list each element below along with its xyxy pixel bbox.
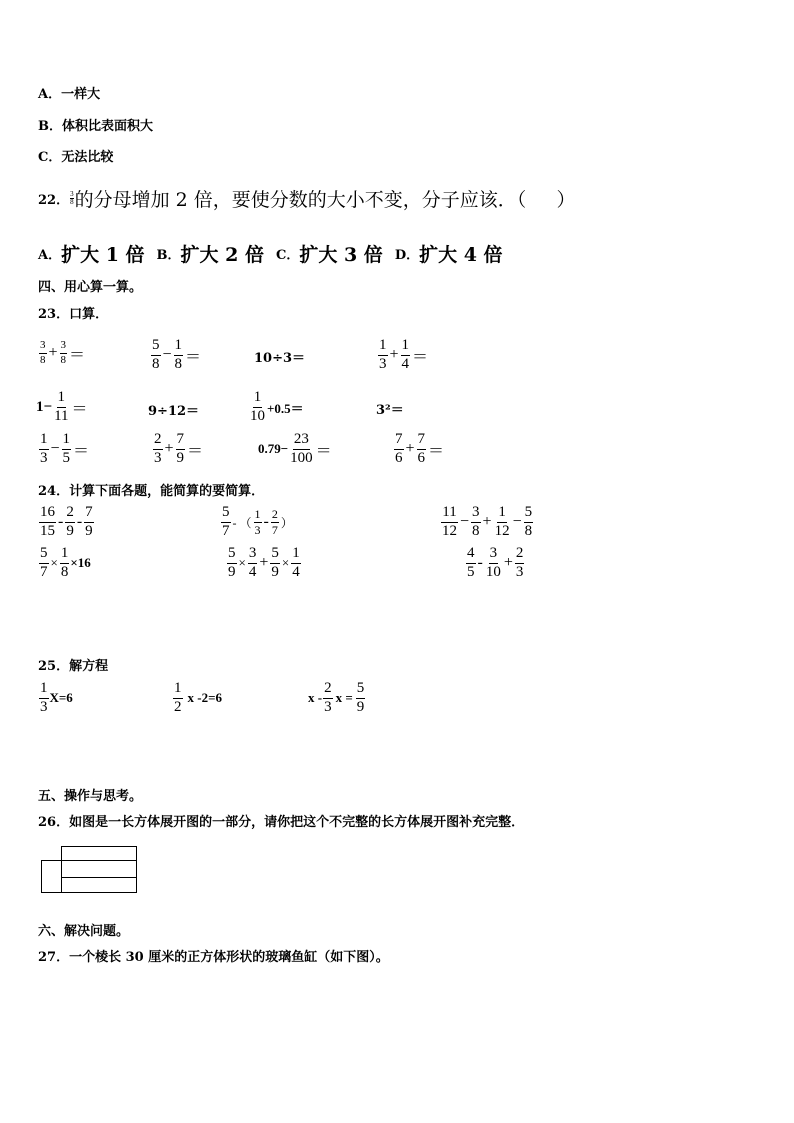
expr: 1− $\frac{1}{11}$ ＝ xyxy=(36,389,88,424)
expr: $\frac{5}{9}$ × $\frac{3}{4}$ + $\frac{5}{9}$ × $\frac{1}{4}$ xyxy=(228,545,300,580)
net-face-main xyxy=(61,846,137,893)
question-22 xyxy=(38,185,575,212)
option-c: C．无法比较 xyxy=(38,150,114,165)
expr: $\frac{16}{15}$ - $\frac{2}{9}$ - $\frac{7}{9}$ xyxy=(40,504,93,539)
net-divider xyxy=(61,877,137,878)
question-27: 27．一个棱长 30 厘米的正方体形状的玻璃鱼缸（如下图）。 xyxy=(38,950,389,965)
question-25-title: 25．解方程 xyxy=(38,659,109,674)
section-heading: 六、解决问题。 xyxy=(38,924,130,939)
expr: $\frac{1}{3}$ − $\frac{1}{5}$ ＝ xyxy=(40,431,90,466)
expr: $\frac{4}{5}$ - $\frac{3}{10}$ + $\frac{2}{3}$ xyxy=(467,545,524,580)
question-23-title: 23．口算． xyxy=(38,307,109,322)
expr: $\frac{1}{10}$ +0.5＝ xyxy=(250,389,304,424)
question-26: 26．如图是一长方体展开图的一部分，请你把这个不完整的长方体展开图补充完整． xyxy=(38,815,525,830)
question-24-title: 24．计算下面各题，能简算的要简算． xyxy=(38,484,265,499)
equation: x - $\frac{2}{3}$ x = $\frac{5}{9}$ xyxy=(308,680,365,715)
equation: $\frac{1}{2}$ x -2=6 xyxy=(174,680,222,715)
expr: $\frac{5}{7}$ - （ $\frac{1}{3}$ - $\frac{2}{7}$ ） xyxy=(222,504,293,539)
question-number: 22． xyxy=(38,193,70,208)
option-letter: D． xyxy=(394,248,420,263)
q22-options xyxy=(38,240,503,267)
section-heading: 五、操作与思考。 xyxy=(38,789,143,804)
equation: $\frac{1}{3}$ X=6 xyxy=(40,680,73,715)
option-letter: B． xyxy=(156,248,181,263)
expr: $\frac{7}{6}$ + $\frac{7}{6}$ ＝ xyxy=(395,431,445,466)
option-text: 扩大 1 倍 xyxy=(61,244,145,266)
question-text: 的分母增加 2 倍，要使分数的大小不变，分子应该．（ ） xyxy=(74,189,576,211)
section-heading: 四、用心算一算。 xyxy=(38,280,143,295)
expr: $\frac{5}{8}$ − $\frac{1}{8}$ ＝ xyxy=(152,337,202,372)
fraction: $\frac{3}{8}$ xyxy=(70,190,74,206)
expr: 9÷12＝ xyxy=(148,404,200,419)
net-divider xyxy=(61,860,137,861)
expr: $\frac{3}{8}$ + $\frac{3}{8}$ ＝ xyxy=(40,339,86,366)
expr: 3²＝ xyxy=(376,403,404,418)
expr: $\frac{11}{12}$ − $\frac{3}{8}$ + $\frac{1}{12}$ − $\frac{5}{8}$ xyxy=(442,504,533,539)
net-face-side xyxy=(41,860,62,893)
expr: $\frac{2}{3}$ + $\frac{7}{9}$ ＝ xyxy=(154,431,204,466)
expr: 10÷3＝ xyxy=(254,351,306,366)
option-b: B．体积比表面积大 xyxy=(38,119,153,134)
expr: $\frac{5}{7}$ × $\frac{1}{8}$ ×16 xyxy=(40,545,91,580)
option-a: A．一样大 xyxy=(38,87,101,102)
option-text: 扩大 2 倍 xyxy=(180,244,264,266)
option-text: 扩大 3 倍 xyxy=(299,244,383,266)
option-letter: C． xyxy=(276,248,300,263)
expr: $\frac{1}{3}$ + $\frac{1}{4}$ ＝ xyxy=(379,337,429,372)
expr: 0.79− $\frac{23}{100}$ ＝ xyxy=(258,431,332,466)
option-text: 扩大 4 倍 xyxy=(419,244,503,266)
option-letter: A． xyxy=(38,248,62,263)
